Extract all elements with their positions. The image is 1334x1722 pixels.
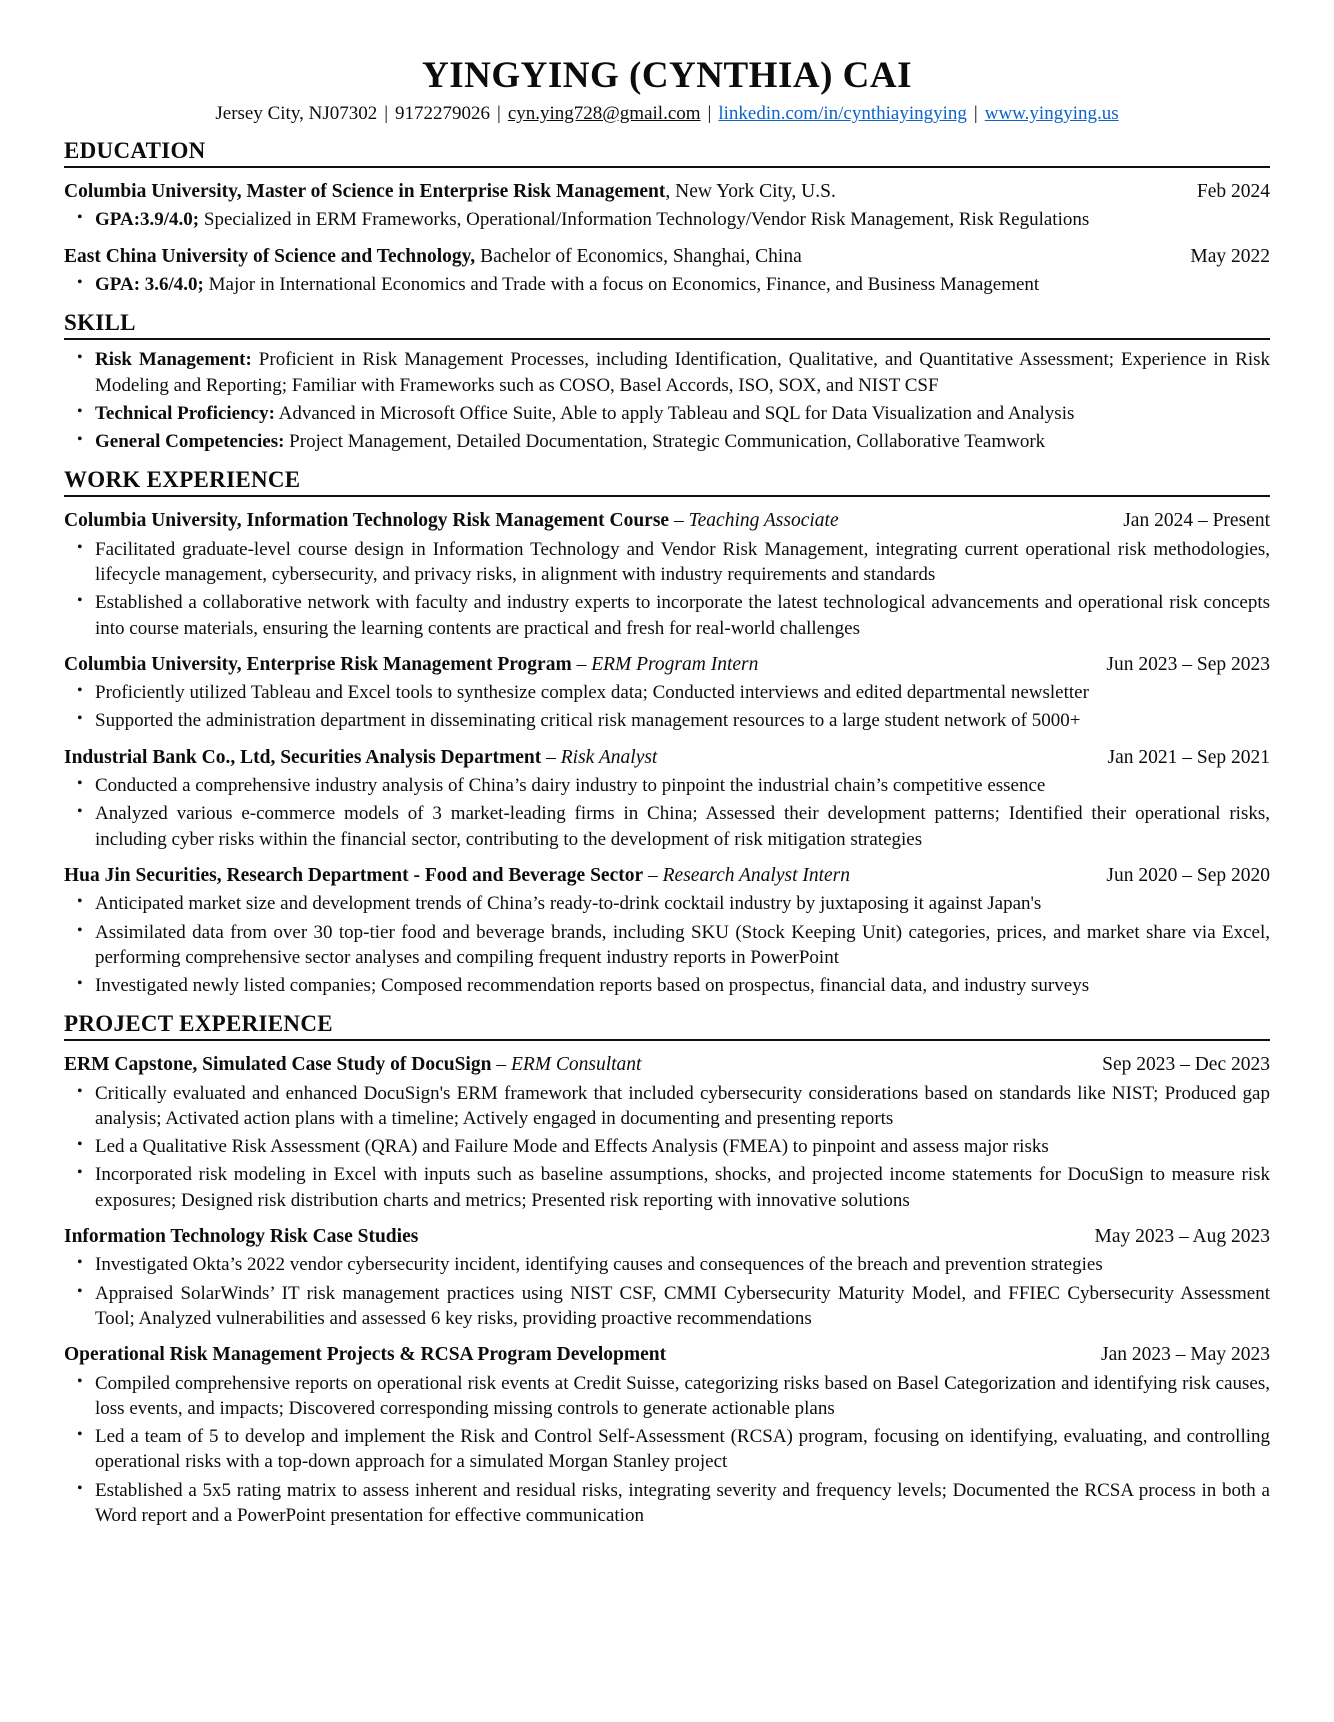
entry bbox=[64, 1225, 1270, 1331]
bullet-text: Led a Qualitative Risk Assessment (QRA) and Failure Mode and Effects Analysis (FMEA) to pinpoint and assess major risks bbox=[95, 1136, 1049, 1158]
entry-date: Jan 2023 – May 2023 bbox=[1101, 1344, 1270, 1366]
bullet-icon: • bbox=[77, 975, 83, 993]
bullet-text: Advanced in Microsoft Office Suite, Able to apply Tableau and SQL for Data Visualization and Analysis bbox=[274, 402, 1075, 424]
bullet-text: Facilitated graduate-level course design in Information Technology and Vendor Risk Management, integrating current operational risk methodologies, lifecycle management, cybersecurity, and privacy risks, in alignment with industry requirements and standards bbox=[95, 538, 1270, 585]
bullet-text: Assimilated data from over 30 top-tier food and beverage brands, including SKU (Stock Keeping Unit) categories, prices, and market share via Excel, performing comprehensive sector analyses and compiling frequent industry reports in PowerPoint bbox=[95, 921, 1270, 968]
bullet-list bbox=[64, 1252, 1270, 1331]
bullet-icon: • bbox=[77, 1082, 83, 1100]
bullet-icon: • bbox=[77, 682, 83, 700]
entry-title bbox=[64, 245, 802, 269]
contact-phone: 9172279026 bbox=[395, 103, 491, 124]
section-title-project-experience: PROJECT EXPERIENCE bbox=[64, 1011, 1270, 1041]
entry-heading bbox=[64, 245, 1270, 269]
entry-date: Jan 2024 – Present bbox=[1123, 510, 1270, 532]
entry-role: Research Analyst Intern bbox=[662, 864, 851, 886]
entry-org: Columbia University, Information Technology Risk Management Course bbox=[64, 510, 670, 532]
bullet-text: Established a collaborative network with faculty and industry experts to incorporate the latest technological advancements and operational risk concepts into course materials, ensuring the learning contents are practical and fresh for real-world challenges bbox=[95, 592, 1270, 639]
entry-org: Industrial Bank Co., Ltd, Securities Analysis Department bbox=[64, 746, 542, 768]
bullet-text: Conducted a comprehensive industry analysis of China’s dairy industry to pinpoint the industrial chain’s competitive essence bbox=[95, 775, 1046, 797]
bullet-item bbox=[64, 272, 1270, 297]
entry bbox=[64, 180, 1270, 233]
bullet-list bbox=[64, 891, 1270, 998]
bullet-text: Anticipated market size and development trends of China’s ready-to-drink cocktail industry by juxtaposing it against Japan's bbox=[95, 893, 1042, 915]
bullet-list bbox=[64, 680, 1270, 734]
bullet-item bbox=[64, 1081, 1270, 1132]
entry-org: East China University of Science and Technology, bbox=[64, 245, 476, 267]
bullet-item bbox=[64, 973, 1270, 998]
bullet-item bbox=[64, 347, 1270, 398]
bullet-icon: • bbox=[77, 592, 83, 610]
bullet-icon: • bbox=[77, 1426, 83, 1444]
contact-separator: | bbox=[497, 103, 501, 124]
bullet-text: Investigated newly listed companies; Composed recommendation reports based on prospectus, financial data, and industry surveys bbox=[95, 975, 1090, 997]
entry bbox=[64, 653, 1270, 734]
entry bbox=[64, 746, 1270, 852]
section-project-experience bbox=[64, 1011, 1270, 1528]
bullet-list bbox=[64, 773, 1270, 852]
entry-heading bbox=[64, 509, 1270, 533]
bullet-icon: • bbox=[77, 775, 83, 793]
email-link[interactable]: cyn.ying728@gmail.com bbox=[507, 103, 701, 124]
bullet-item bbox=[64, 708, 1270, 733]
entry-org: ERM Capstone, Simulated Case Study of DocuSign bbox=[64, 1054, 492, 1076]
entry-role: Teaching Associate bbox=[688, 510, 839, 532]
section-work-experience bbox=[64, 467, 1270, 998]
bullet-text: Appraised SolarWinds’ IT risk management practices using NIST CSF, CMMI Cybersecurity Maturity Model, and FFIEC Cybersecurity Assessment Tool; Analyzed vulnerabilities and assessed 6 key risks, providing proactive recommendations bbox=[95, 1282, 1270, 1329]
bullet-list bbox=[64, 537, 1270, 641]
resume-body bbox=[64, 138, 1270, 1528]
bullet-item bbox=[64, 1371, 1270, 1422]
bullet-item bbox=[64, 590, 1270, 641]
bullet-icon: • bbox=[77, 209, 83, 227]
bullet-text: Major in International Economics and Trade with a focus on Economics, Finance, and Business Management bbox=[203, 274, 1040, 296]
entry-date: Jun 2023 – Sep 2023 bbox=[1106, 653, 1270, 675]
linkedin-link[interactable]: linkedin.com/in/cynthiayingying bbox=[718, 103, 967, 124]
entry-detail: , New York City, U.S. bbox=[665, 181, 836, 202]
bullet-icon: • bbox=[77, 349, 83, 367]
bullet-icon: • bbox=[77, 710, 83, 728]
bullet-text: Critically evaluated and enhanced DocuSign's ERM framework that included cybersecurity considerations based on standards like NIST; Produced gap analysis; Activated action plans with a timeline; Actively engaged in documenting and presenting reports bbox=[95, 1082, 1270, 1129]
entry-date: Feb 2024 bbox=[1196, 181, 1270, 202]
entry-detail: – bbox=[491, 1054, 511, 1076]
entry-date: Jun 2020 – Sep 2020 bbox=[1106, 864, 1270, 886]
bullet-text: Led a team of 5 to develop and implement the Risk and Control Self-Assessment (RCSA) program, focusing on identifying, evaluating, and controlling operational risks with a top-down approach for a simulated Morgan Stanley project bbox=[95, 1426, 1270, 1473]
candidate-name: YINGYING (CYNTHIA) CAI bbox=[422, 55, 912, 96]
bullet-text: Specialized in ERM Frameworks, Operational/Information Technology/Vendor Risk Management, Risk Regulations bbox=[199, 209, 1090, 231]
bullet-lead: General Competencies: bbox=[95, 431, 285, 453]
entry-heading bbox=[64, 180, 1270, 204]
bullet-icon: • bbox=[77, 803, 83, 821]
bullet-list bbox=[64, 1081, 1270, 1213]
bullet-list bbox=[64, 207, 1270, 232]
bullet-icon: • bbox=[77, 402, 83, 420]
entry-role: Risk Analyst bbox=[560, 746, 658, 768]
contact-separator: | bbox=[384, 103, 389, 124]
section-education bbox=[64, 138, 1270, 297]
section-title-skill: SKILL bbox=[64, 310, 1270, 340]
bullet-item bbox=[64, 920, 1270, 971]
contact-line bbox=[64, 103, 1270, 125]
bullet-icon: • bbox=[77, 1372, 83, 1390]
bullet-icon: • bbox=[77, 1479, 83, 1497]
bullet-item bbox=[64, 891, 1270, 916]
entry-title bbox=[64, 1343, 666, 1367]
bullet-icon: • bbox=[77, 274, 83, 292]
contact-separator: | bbox=[973, 103, 978, 124]
entry bbox=[64, 1053, 1270, 1213]
bullet-icon: • bbox=[77, 1136, 83, 1154]
bullet-icon: • bbox=[77, 921, 83, 939]
bullet-icon: • bbox=[77, 538, 83, 556]
bullet-text: Investigated Okta’s 2022 vendor cybersecurity incident, identifying causes and consequences of the breach and prevention strategies bbox=[95, 1254, 1103, 1276]
entry-heading bbox=[64, 746, 1270, 770]
bullet-lead: Technical Proficiency: bbox=[95, 402, 275, 424]
entry-detail: Bachelor of Economics, Shanghai, China bbox=[475, 245, 802, 267]
resume-header bbox=[64, 54, 1270, 125]
bullet-item bbox=[64, 773, 1270, 798]
bullet-text: Project Management, Detailed Documentation, Strategic Communication, Collaborative Teamwork bbox=[284, 431, 1046, 453]
bullet-text: Analyzed various e-commerce models of 3 market-leading firms in China; Assessed their development patterns; Identified their operational risks, including cyber risks within the financial sector, contributing to the development of risk mitigation strategies bbox=[95, 803, 1270, 850]
entry-org: Columbia University, Master of Science in Enterprise Risk Management bbox=[64, 181, 666, 202]
bullet-icon: • bbox=[77, 893, 83, 911]
bullet-item bbox=[64, 1478, 1270, 1529]
bullet-item bbox=[64, 801, 1270, 852]
bullet-lead: GPA: 3.6/4.0; bbox=[95, 274, 204, 296]
entry-title bbox=[64, 1053, 641, 1077]
entry-detail: – bbox=[541, 746, 561, 768]
entry-heading bbox=[64, 653, 1270, 677]
entry-date: May 2022 bbox=[1190, 245, 1270, 267]
bullet-item bbox=[64, 429, 1270, 454]
entry-role: ERM Consultant bbox=[510, 1054, 642, 1076]
entry-detail: – bbox=[643, 864, 663, 886]
bullet-item bbox=[64, 1134, 1270, 1159]
entry-title bbox=[64, 509, 839, 533]
bullet-item bbox=[64, 207, 1270, 232]
bullet-text: Supported the administration department in disseminating critical risk management resources to a large student network of 5000+ bbox=[95, 710, 1081, 732]
bullet-item bbox=[64, 1424, 1270, 1475]
entry-date: Jan 2021 – Sep 2021 bbox=[1107, 746, 1270, 768]
entry-org: Hua Jin Securities, Research Department - Food and Beverage Sector bbox=[64, 864, 644, 886]
bullet-item bbox=[64, 680, 1270, 705]
bullet-list bbox=[64, 347, 1270, 454]
entry-org: Operational Risk Management Projects & RCSA Program Development bbox=[64, 1344, 667, 1366]
bullet-lead: Risk Management: bbox=[95, 349, 252, 371]
bullet-text: Established a 5x5 rating matrix to assess inherent and residual risks, integrating severity and frequency levels; Documented the RCSA process in both a Word report and a PowerPoint presentation for effective communication bbox=[95, 1479, 1270, 1526]
entry-date: May 2023 – Aug 2023 bbox=[1094, 1226, 1270, 1247]
bullet-item bbox=[64, 537, 1270, 588]
entry-date: Sep 2023 – Dec 2023 bbox=[1102, 1054, 1270, 1076]
website-link[interactable]: www.yingying.us bbox=[984, 103, 1119, 124]
entry bbox=[64, 245, 1270, 298]
entry-org: Columbia University, Enterprise Risk Management Program bbox=[64, 653, 572, 675]
bullet-text: Incorporated risk modeling in Excel with inputs such as baseline assumptions, shocks, and projected income statements for DocuSign to measure risk exposures; Designed risk distribution charts and metrics; Presented risk reporting with innovative solutions bbox=[95, 1164, 1270, 1211]
bullet-icon: • bbox=[77, 1254, 83, 1272]
entry-title bbox=[64, 653, 758, 677]
entry-role: ERM Program Intern bbox=[591, 653, 759, 675]
bullet-item bbox=[64, 1162, 1270, 1213]
bullet-item bbox=[64, 401, 1270, 426]
bullet-icon: • bbox=[77, 1282, 83, 1300]
entry-title bbox=[64, 180, 836, 204]
entry-heading bbox=[64, 1225, 1270, 1249]
bullet-list bbox=[64, 1371, 1270, 1529]
contact-separator: | bbox=[707, 103, 712, 124]
bullet-item bbox=[64, 1281, 1270, 1332]
bullet-text: Proficiently utilized Tableau and Excel tools to synthesize complex data; Conducted interviews and edited departmental newsletter bbox=[95, 682, 1089, 704]
entry bbox=[64, 509, 1270, 640]
entry-heading bbox=[64, 1343, 1270, 1367]
entry-heading bbox=[64, 864, 1270, 888]
entry-detail: – bbox=[669, 510, 689, 532]
entry-heading bbox=[64, 1053, 1270, 1077]
section-title-work-experience: WORK EXPERIENCE bbox=[64, 467, 1270, 497]
entry-detail: – bbox=[571, 653, 592, 675]
section-skill bbox=[64, 310, 1270, 454]
bullet-text: Compiled comprehensive reports on operational risk events at Credit Suisse, categorizing risks based on Basel Categorization and identifying risk causes, loss events, and impacts; Discovered corresponding missing controls to generate actionable plans bbox=[95, 1372, 1270, 1419]
entry-title bbox=[64, 1225, 418, 1249]
bullet-icon: • bbox=[77, 431, 83, 449]
bullet-lead: GPA:3.9/4.0; bbox=[95, 209, 200, 231]
bullet-icon: • bbox=[77, 1164, 83, 1182]
section-title-education: EDUCATION bbox=[64, 138, 1270, 168]
entry-org: Information Technology Risk Case Studies bbox=[64, 1226, 419, 1247]
entry bbox=[64, 347, 1270, 454]
contact-location: Jersey City, NJ07302 bbox=[215, 103, 378, 124]
entry bbox=[64, 864, 1270, 998]
entry bbox=[64, 1343, 1270, 1528]
entry-title bbox=[64, 864, 850, 888]
bullet-text: Proficient in Risk Management Processes, including Identification, Qualitative, and Quantitative Assessment; Experience in Risk Modeling and Reporting; Familiar with Frameworks such as COSO, Basel Accords, ISO, SOX, and NIST CSF bbox=[95, 349, 1270, 396]
bullet-list bbox=[64, 272, 1270, 297]
bullet-item bbox=[64, 1252, 1270, 1277]
entry-title bbox=[64, 746, 657, 770]
